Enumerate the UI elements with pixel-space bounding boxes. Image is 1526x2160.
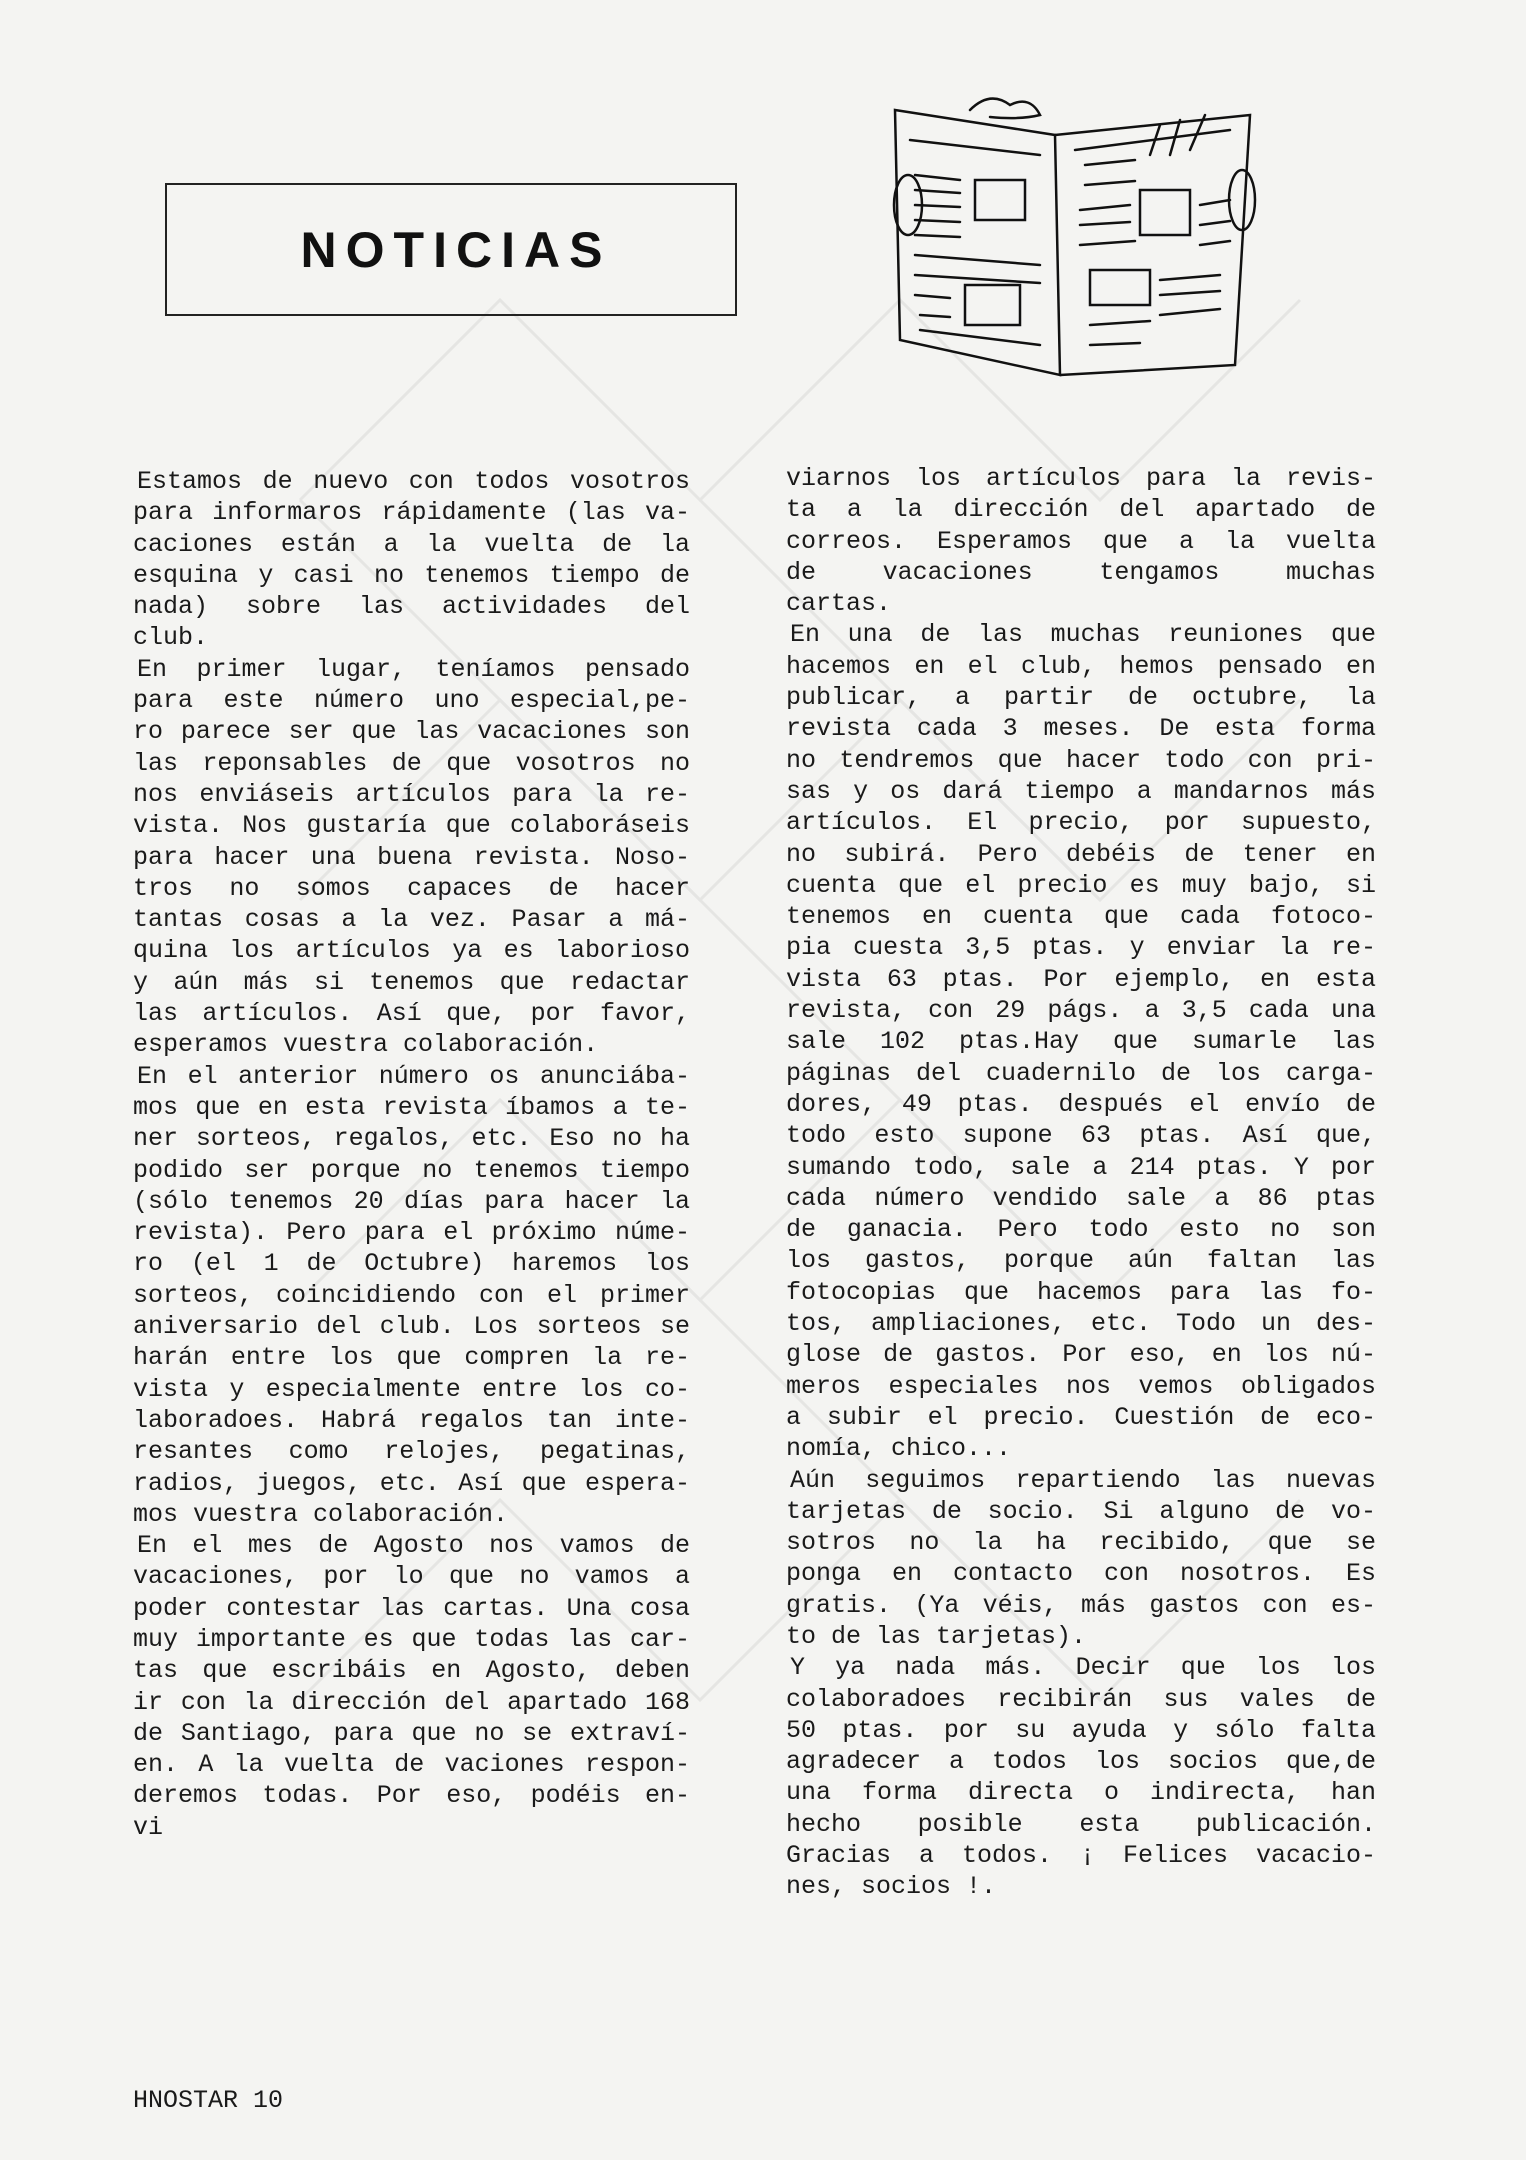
text-line: las artículos. Así que, por favor,	[133, 999, 690, 1029]
text-line: En una de las muchas reuniones que	[790, 620, 1376, 650]
text-line: cuenta que el precio es muy bajo, si	[786, 870, 1376, 900]
paragraph	[786, 1652, 1376, 1902]
paragraph	[133, 466, 690, 654]
left-column	[133, 466, 690, 1843]
text-line: ro (el 1 de Octubre) haremos los	[133, 1249, 690, 1279]
newspaper-illustration	[890, 95, 1260, 385]
text-line: dores, 49 ptas. después el envío de	[786, 1089, 1376, 1119]
text-line: y aún más si tenemos que redactar	[133, 967, 690, 997]
text-line: sale 102 ptas.Hay que sumarle las	[786, 1027, 1376, 1057]
text-line: glose de gastos. Por eso, en los nú-	[786, 1340, 1376, 1370]
paragraph	[786, 463, 1376, 619]
text-line: harán entre los que compren la re-	[133, 1343, 690, 1373]
text-line: Gracias a todos. ¡ Felices vacacio-	[786, 1841, 1376, 1871]
text-line: todo esto supone 63 ptas. Así que,	[786, 1121, 1376, 1151]
text-line: tros no somos capaces de hacer	[133, 873, 690, 903]
page-footer: HNOSTAR 10	[133, 2086, 284, 2115]
text-line: vista. Nos gustaría que colaboráseis	[133, 811, 690, 841]
text-line: hacemos en el club, hemos pensado en	[786, 651, 1376, 681]
text-line: aniversario del club. Los sorteos se	[133, 1312, 690, 1342]
text-line: sorteos, coincidiendo con el primer	[133, 1280, 690, 1310]
page-title: NOTICIAS	[300, 221, 612, 278]
text-line: correos. Esperamos que a la vuelta	[786, 526, 1376, 556]
text-line: revista). Pero para el próximo núme-	[133, 1218, 690, 1248]
text-line: ta a la dirección del apartado de	[786, 495, 1376, 525]
text-line: cada número vendido sale a 86 ptas	[786, 1183, 1376, 1213]
text-line: 50 ptas. por su ayuda y sólo falta	[786, 1715, 1376, 1745]
paragraph	[786, 1465, 1376, 1653]
text-line: revista cada 3 meses. De esta forma	[786, 714, 1376, 744]
text-line: ponga en contacto con nosotros. Es	[786, 1559, 1376, 1589]
text-line: viarnos los artículos para la revis-	[786, 464, 1376, 493]
text-line: gratis. (Ya véis, más gastos con es-	[786, 1590, 1376, 1620]
text-line: quina los artículos ya es laborioso	[133, 936, 690, 966]
text-line: ir con la dirección del apartado 168	[133, 1687, 690, 1717]
text-line: una forma directa o indirecta, han	[786, 1778, 1376, 1808]
text-line: para informaros rápidamente (las va-	[133, 498, 690, 528]
text-line: cartas.	[786, 589, 892, 619]
text-line: mos vuestra colaboración.	[133, 1499, 509, 1529]
text-line: sotros no la ha recibido, que se	[786, 1528, 1376, 1558]
text-line: esperamos vuestra colaboración.	[133, 1030, 599, 1060]
text-line: deremos todas. Por eso, podéis en-	[133, 1781, 690, 1811]
text-line: fotocopias que hacemos para las fo-	[786, 1277, 1376, 1307]
text-line: vista y especialmente entre los co-	[133, 1374, 690, 1404]
text-line: tantas cosas a la vez. Pasar a má-	[133, 905, 690, 935]
text-line: sumando todo, sale a 214 ptas. Y por	[786, 1152, 1376, 1182]
text-line: artículos. El precio, por supuesto,	[786, 808, 1376, 838]
paragraph	[133, 1530, 690, 1843]
text-line: laboradoes. Habrá regalos tan inte-	[133, 1405, 690, 1435]
text-line: tas que escribáis en Agosto, deben	[133, 1656, 690, 1686]
text-line: tenemos en cuenta que cada fotoco-	[786, 902, 1376, 932]
text-line: en. A la vuelta de vaciones respon-	[133, 1750, 690, 1780]
text-line: nes, socios !.	[786, 1872, 997, 1902]
text-line: nada) sobre las actividades del	[133, 592, 690, 622]
text-line: de ganacia. Pero todo esto no son	[786, 1215, 1376, 1245]
text-line: publicar, a partir de octubre, la	[786, 683, 1376, 713]
text-line: ro parece ser que las vacaciones son	[133, 717, 690, 747]
text-line: muy importante es que todas las car-	[133, 1624, 690, 1654]
paragraph	[133, 1061, 690, 1530]
text-line: los gastos, porque aún faltan las	[786, 1246, 1376, 1276]
text-line: de vacaciones tengamos muchas	[786, 557, 1376, 587]
text-line: no tendremos que hacer todo con pri-	[786, 745, 1376, 775]
text-line: (sólo tenemos 20 días para hacer la	[133, 1186, 690, 1216]
text-line: a subir el precio. Cuestión de eco-	[786, 1402, 1376, 1432]
text-line: nomía, chico...	[786, 1434, 1012, 1464]
text-line: caciones están a la vuelta de la	[133, 529, 690, 559]
title-box	[165, 183, 737, 316]
text-line: radios, juegos, etc. Así que espera-	[133, 1468, 690, 1498]
text-line: En el anterior número os anunciába-	[137, 1061, 690, 1091]
text-line: vi	[133, 1812, 164, 1842]
text-line: podido ser porque no tenemos tiempo	[133, 1155, 690, 1185]
text-line: vacaciones, por lo que no vamos a	[133, 1562, 690, 1592]
right-column	[786, 463, 1376, 1903]
text-line: colaboradoes recibirán sus vales de	[786, 1684, 1376, 1714]
text-line: poder contestar las cartas. Una cosa	[133, 1593, 690, 1623]
text-line: no subirá. Pero debéis de tener en	[786, 839, 1376, 869]
text-line: En primer lugar, teníamos pensado	[137, 654, 690, 684]
text-line: hecho posible esta publicación.	[786, 1809, 1376, 1839]
text-line: las reponsables de que vosotros no	[133, 748, 690, 778]
text-line: páginas del cuadernilo de los carga-	[786, 1058, 1376, 1088]
text-line: revista, con 29 págs. a 3,5 cada una	[786, 996, 1376, 1026]
text-line: meros especiales nos vemos obligados	[786, 1371, 1376, 1401]
text-line: resantes como relojes, pegatinas,	[133, 1437, 690, 1467]
text-line: Estamos de nuevo con todos vosotros	[137, 467, 690, 496]
text-line: tos, ampliaciones, etc. Todo un des-	[786, 1309, 1376, 1339]
text-line: de Santiago, para que no se extraví-	[133, 1718, 690, 1748]
text-line: mos que en esta revista íbamos a te-	[133, 1092, 690, 1122]
text-line: tarjetas de socio. Si alguno de vo-	[786, 1496, 1376, 1526]
text-line: sas y os dará tiempo a mandarnos más	[786, 776, 1376, 806]
paragraph	[786, 619, 1376, 1464]
paragraph	[133, 654, 690, 1061]
text-line: En el mes de Agosto nos vamos de	[137, 1531, 690, 1561]
text-line: pia cuesta 3,5 ptas. y enviar la re-	[786, 933, 1376, 963]
text-line: para este número uno especial,pe-	[133, 686, 690, 716]
text-line: Aún seguimos repartiendo las nuevas	[790, 1465, 1376, 1495]
text-line: to de las tarjetas).	[786, 1621, 1087, 1651]
text-line: agradecer a todos los socios que,de	[786, 1747, 1376, 1777]
text-line: nos enviáseis artículos para la re-	[133, 779, 690, 809]
text-line: ner sorteos, regalos, etc. Eso no ha	[133, 1124, 690, 1154]
text-line: vista 63 ptas. Por ejemplo, en esta	[786, 964, 1376, 994]
text-line: club.	[133, 623, 209, 653]
text-line: Y ya nada más. Decir que los los	[790, 1653, 1376, 1683]
text-line: para hacer una buena revista. Noso-	[133, 842, 690, 872]
text-line: esquina y casi no tenemos tiempo de	[133, 560, 690, 590]
